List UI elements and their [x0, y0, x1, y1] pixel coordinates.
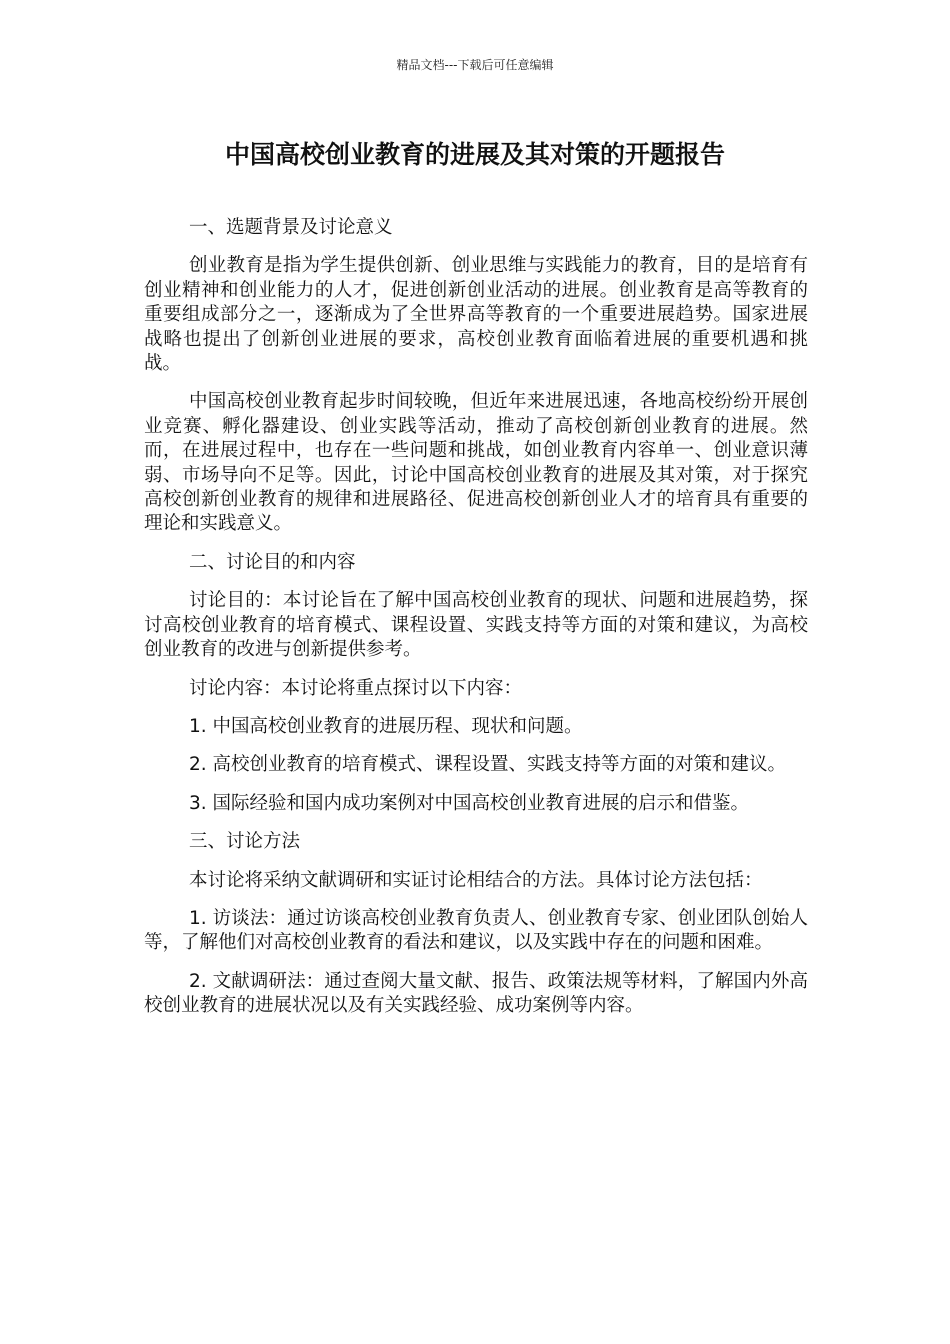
paragraph: 讨论内容：本讨论将重点探讨以下内容：	[189, 677, 523, 699]
section-heading-3: 三、讨论方法	[189, 831, 301, 853]
list-item: 1. 访谈法：通过访谈高校创业教育负责人、创业教育专家、创业团队创始人等，了解他们对高校创业教育的看法和建议，以及实践中存在的问题和困难。	[144, 907, 808, 954]
list-item: 3. 国际经验和国内成功案例对中国高校创业教育进展的启示和借鉴。	[189, 792, 750, 814]
document-body	[144, 216, 808, 1033]
document-title: 中国高校创业教育的进展及其对策的开题报告	[224, 140, 725, 169]
paragraph: 讨论目的：本讨论旨在了解中国高校创业教育的现状、问题和进展趋势，探讨高校创业教育的培育模式、课程设置、实践支持等方面的对策和建议，为高校创业教育的改进与创新提供参考。	[144, 590, 808, 661]
header-note: 精品文档---下载后可任意编辑	[396, 58, 554, 72]
list-item: 1. 中国高校创业教育的进展历程、现状和问题。	[189, 715, 583, 737]
section-heading-1: 一、选题背景及讨论意义	[189, 217, 393, 238]
paragraph: 创业教育是指为学生提供创新、创业思维与实践能力的教育，目的是培育有创业精神和创业能力的人才，促进创新创业活动的进展。创业教育是高等教育的重要组成部分之一，逐渐成为了全世界高等教育的一个重要进展趋势。国家进展战略也提出了创新创业进展的要求，高校创业教育面临着进展的重要机遇和挑战。	[144, 255, 808, 375]
paragraph: 本讨论将采纳文献调研和实证讨论相结合的方法。具体讨论方法包括：	[189, 869, 763, 891]
list-item: 2. 高校创业教育的培育模式、课程设置、实践支持等方面的对策和建议。	[189, 754, 787, 776]
list-item: 2. 文献调研法：通过查阅大量文献、报告、政策法规等材料，了解国内外高校创业教育的进展状况以及有关实践经验、成功案例等内容。	[144, 970, 808, 1017]
paragraph: 中国高校创业教育起步时间较晚，但近年来进展迅速，各地高校纷纷开展创业竞赛、孵化器建设、创业实践等活动，推动了高校创新创业教育的进展。然而，在进展过程中，也存在一些问题和挑战，如创业教育内容单一、创业意识薄弱、市场导向不足等。因此，讨论中国高校创业教育的进展及其对策，对于探究高校创新创业教育的规律和进展路径、促进高校创新创业人才的培育具有重要的理论和实践意义。	[144, 391, 808, 535]
section-heading-2: 二、讨论目的和内容	[189, 551, 356, 573]
